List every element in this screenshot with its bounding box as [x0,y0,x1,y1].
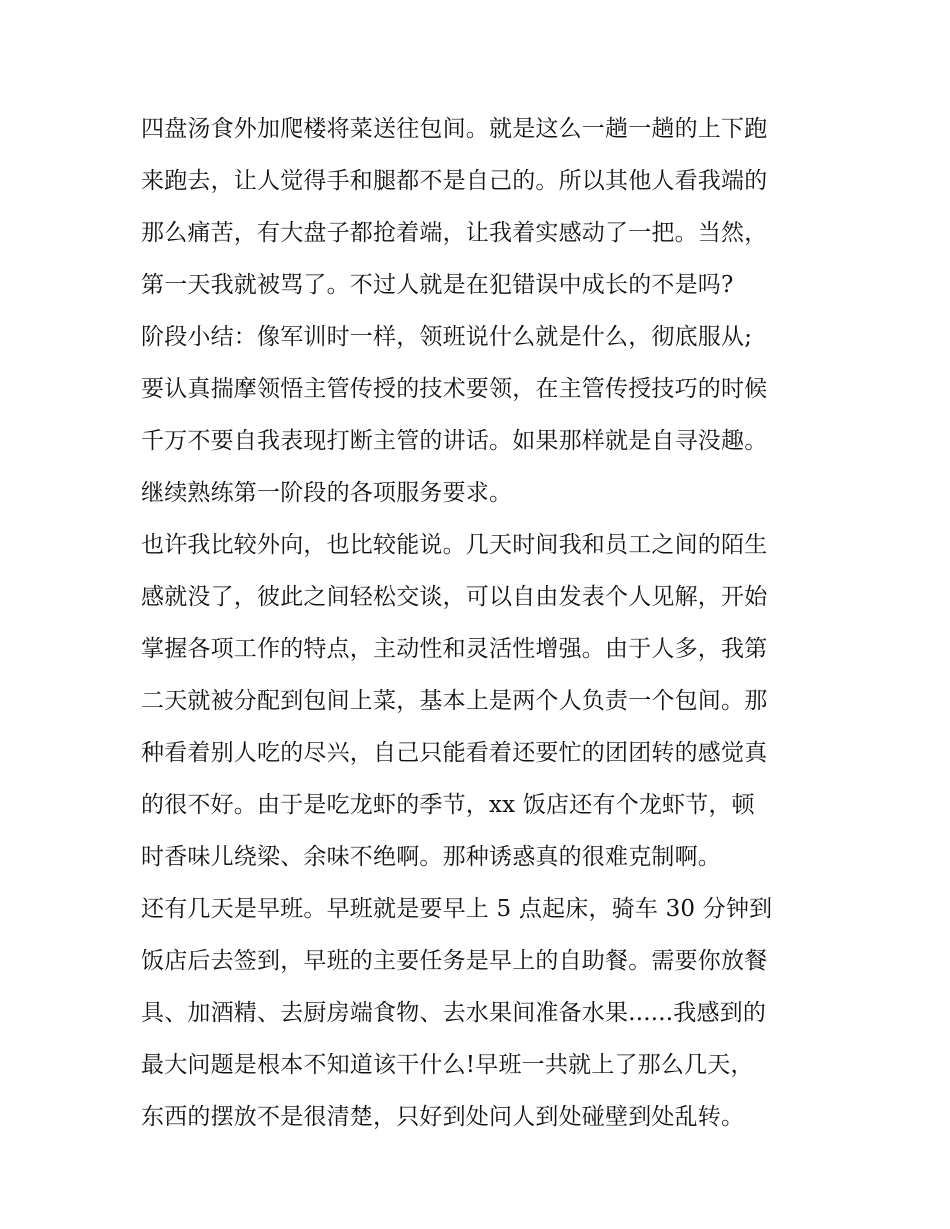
text-line: 阶段小结：像军训时一样，领班说什么就是什么，彻底服从; [141,324,753,350]
text-line: 饭店后去签到，早班的主要任务是早上的自助餐。需要你放餐 [141,948,768,974]
text-line: 来跑去，让人觉得手和腿都不是自己的。所以其他人看我端的 [141,168,768,194]
text-line: 二天就被分配到包间上菜，基本上是两个人负责一个包间。那 [141,688,768,714]
text-line: 那么痛苦，有大盘子都抢着端，让我着实感动了一把。当然， [141,220,768,246]
text-line: 感就没了，彼此之间轻松交谈，可以自由发表个人见解，开始 [141,584,768,610]
text-line: 第一天我就被骂了。不过人就是在犯错误中成长的不是吗? [141,272,734,298]
text-line: 也许我比较外向，也比较能说。几天时间我和员工之间的陌生 [141,532,768,558]
text-line: 掌握各项工作的特点，主动性和灵活性增强。由于人多，我第 [141,636,768,662]
text-line: 具、加酒精、去厨房端食物、去水果间准备水果......我感到的 [141,1000,767,1026]
text-line: 的很不好。由于是吃龙虾的季节，xx 饭店还有个龙虾节，顿 [141,792,755,818]
text-line: 继续熟练第一阶段的各项服务要求。 [141,480,513,506]
text-line: 种看着别人吃的尽兴，自己只能看着还要忙的团团转的感觉真 [141,740,768,766]
text-line: 要认真揣摩领悟主管传授的技术要领，在主管传授技巧的时候 [141,376,768,402]
text-line: 东西的摆放不是很清楚，只好到处问人到处碰壁到处乱转。 [141,1104,745,1130]
text-line: 千万不要自我表现打断主管的讲话。如果那样就是自寻没趣。 [141,428,768,454]
body-text [141,103,821,1143]
text-line: 四盘汤食外加爬楼将菜送往包间。就是这么一趟一趟的上下跑 [141,116,768,142]
text-line: 最大问题是根本不知道该干什么!早班一共就上了那么几天， [141,1052,754,1078]
text-line: 时香味儿绕梁、余味不绝啊。那种诱惑真的很难克制啊。 [141,844,721,870]
text-line: 还有几天是早班。早班就是要早上 5 点起床，骑车 30 分钟到 [141,896,773,922]
